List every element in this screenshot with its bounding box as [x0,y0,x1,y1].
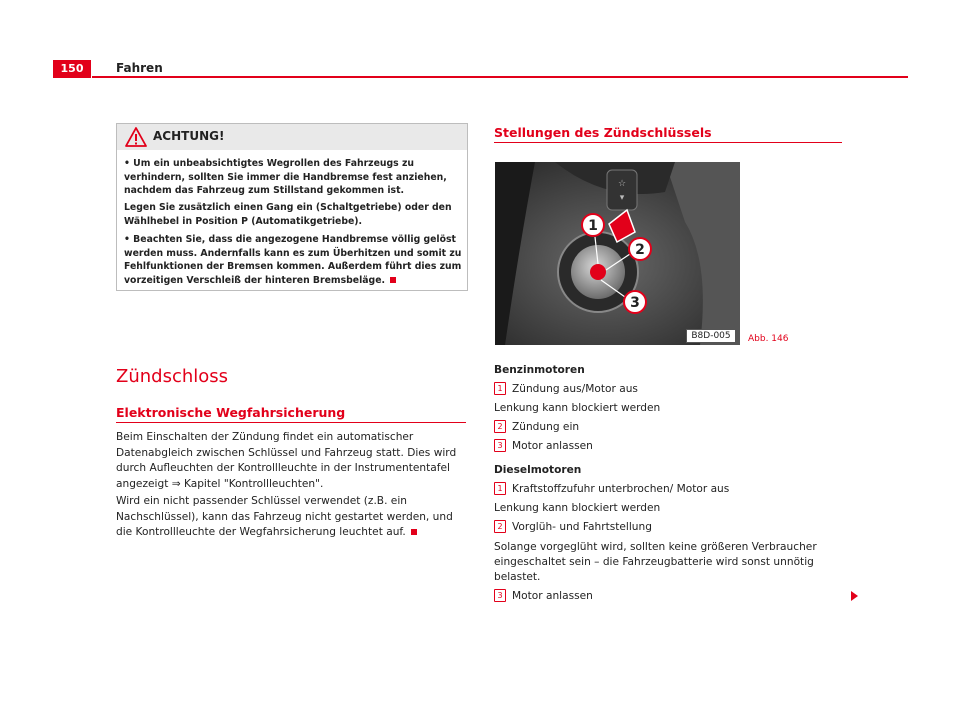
warning-title: ACHTUNG! [153,129,225,143]
svg-text:▾: ▾ [619,193,625,203]
petrol-heading: Benzinmotoren [494,364,585,376]
header-rule [92,76,908,78]
list-item-text: Solange vorgeglüht wird, sollten keine größeren Verbraucher eingeschaltet sein – die Fahrzeugbatterie wird sonst unnötig belastet. [494,541,817,583]
list-item-text: Lenkung kann blockiert werden [494,502,661,514]
body-paragraph-2 [116,494,468,541]
chapter-heading: Zündschloss [116,366,229,387]
list-item [494,520,652,535]
position-number-badge: 3 [494,439,506,452]
figure-marker-3-label: 3 [630,295,640,311]
ignition-figure [495,162,740,345]
warning-box [116,123,468,291]
list-item-text: Zündung aus/Motor aus [512,383,638,395]
list-item-text: Motor anlassen [512,590,593,602]
list-item-text: Vorglüh- und Fahrtstellung [512,521,652,533]
end-marker-icon [411,529,417,535]
position-number-badge: 3 [494,589,506,602]
list-item-text: Zündung ein [512,421,580,433]
warning-paragraph-1: • Um ein unbeabsichtigtes Wegrollen des Fahrzeugs zu verhindern, sollten Sie immer die Handbremse fest anziehen, nachdem das Fahrzeug zum Stillstand gekommen ist. [124,158,447,196]
warning-header [117,124,467,150]
page-number: 150 [53,60,91,78]
position-number-badge: 1 [494,382,506,395]
list-item [494,401,660,416]
list-item-text: Lenkung kann blockiert werden [494,402,661,414]
position-number-badge: 1 [494,482,506,495]
warning-paragraph-3-text: • Beachten Sie, dass die angezogene Handbremse völlig gelöst werden muss. Andernfalls kann es zum Überhitzen und somit zu Fehlfunktionen der Bremsen kommen. Außerdem führt dies zum vorzeitigen Verschleiß der hinteren Bremsbeläge. [124,234,462,286]
body-paragraph-1: Beim Einschalten der Zündung findet ein automatischer Datenabgleich zwischen Schlüssel und Fahrzeug statt. Dies wird durch Aufleuchten der Kontrollleuchte in der Instrumententafel angezeigt ⇒ Kapitel "Kontrollleuchten". [116,431,457,490]
warning-paragraph-2: Legen Sie zusätzlich einen Gang ein (Schaltgetriebe) oder den Wählhebel in Position P (Automatikgetriebe). [124,202,452,227]
section-heading: Elektronische Wegfahrsicherung [116,405,346,420]
section-title: Fahren [116,61,163,75]
position-number-badge: 2 [494,420,506,433]
figure-code: B8D-005 [686,329,736,343]
warning-triangle-icon [125,127,147,147]
end-marker-icon [390,277,396,283]
position-number-badge: 2 [494,520,506,533]
list-item [494,482,729,497]
body-paragraph-2-text: Wird ein nicht passender Schlüssel verwendet (z.B. ein Nachschlüssel), kann das Fahrzeug nicht gestartet werden, und die Kontrollleuchte der Wegfahrsicherung leuchtet auf. [116,495,453,538]
figure-marker-1-label: 1 [588,218,598,234]
list-item [494,540,824,585]
list-item-text: Motor anlassen [512,440,593,452]
section-heading-rule [116,422,466,423]
list-item [494,382,638,397]
positions-heading: Stellungen des Zündschlüssels [494,125,712,140]
list-item [494,589,593,604]
figure-marker-2-label: 2 [635,242,645,258]
list-item-text: Kraftstoffzufuhr unterbrochen/ Motor aus [512,483,730,495]
figure-caption: Abb. 146 [748,334,789,344]
list-item [494,439,593,454]
positions-heading-rule [494,142,842,143]
warning-paragraph-3 [124,233,462,287]
list-item [494,501,660,516]
svg-text:☆: ☆ [617,179,627,189]
list-item [494,420,579,435]
ignition-illustration [495,162,740,345]
diesel-heading: Dieselmotoren [494,464,582,476]
next-page-arrow-icon [851,591,858,601]
